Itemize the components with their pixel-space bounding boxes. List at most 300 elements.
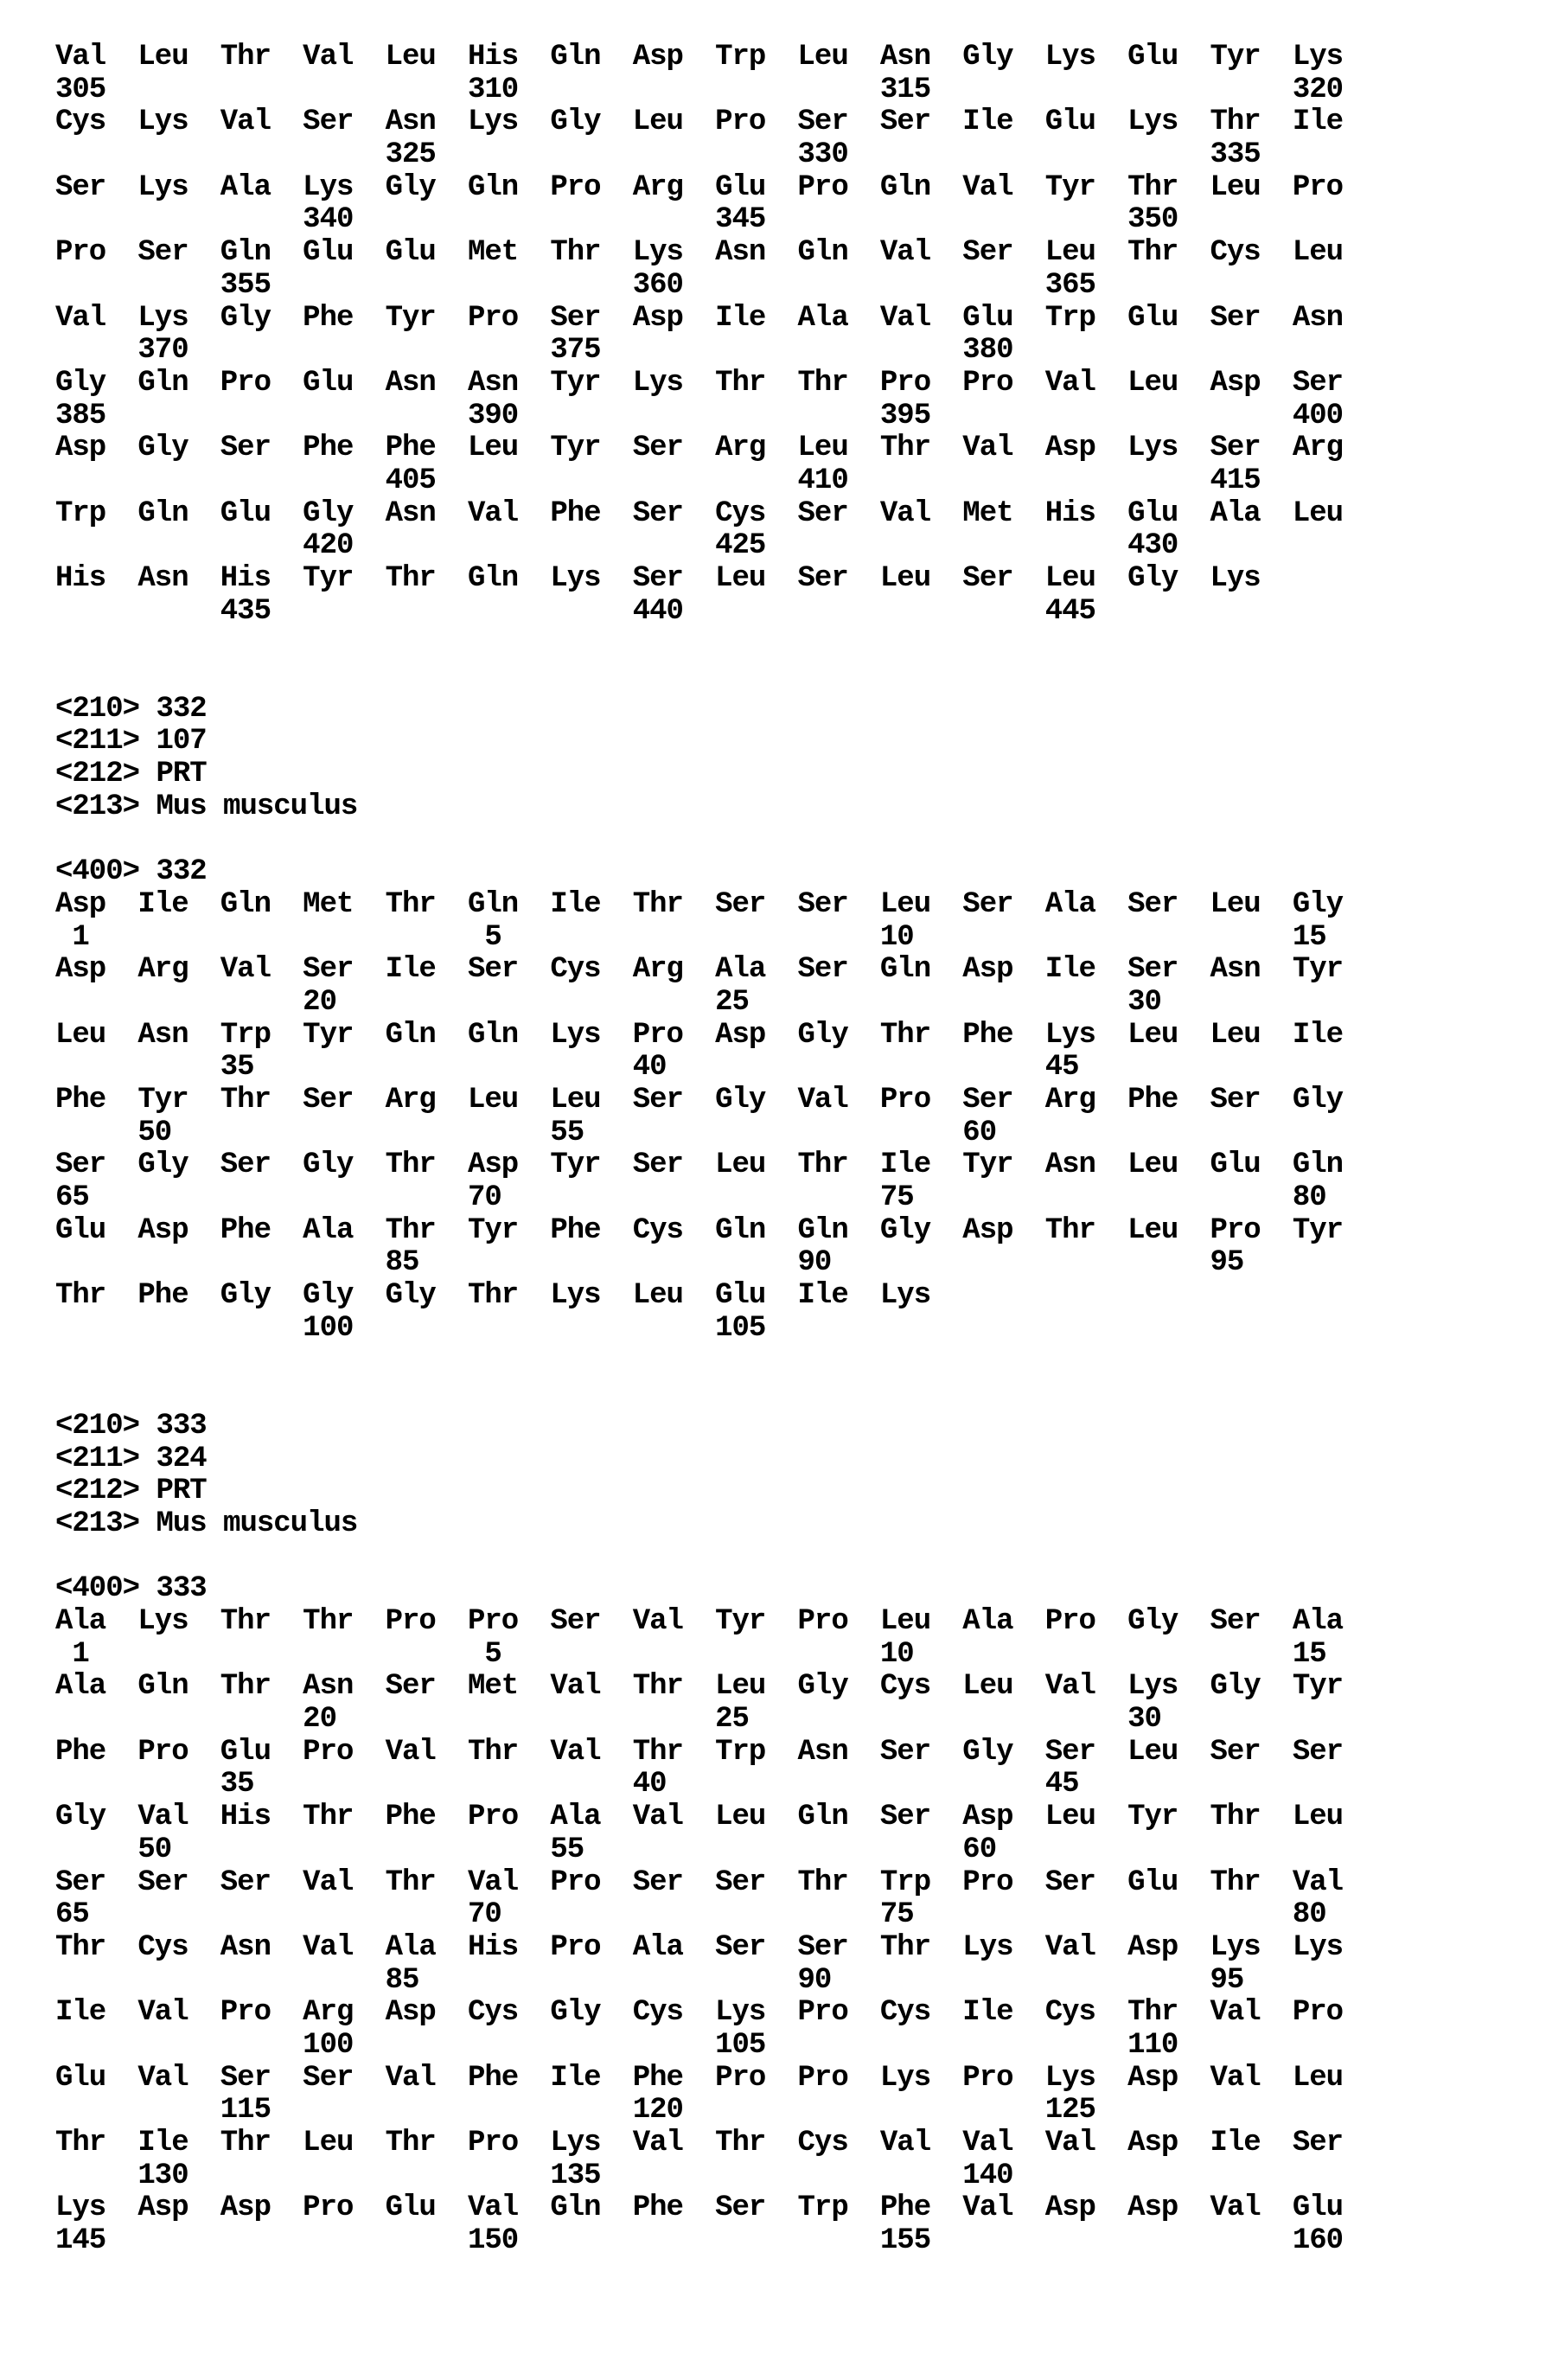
residue: Ser xyxy=(798,889,880,922)
residue-row xyxy=(55,42,1375,74)
residue: Pro xyxy=(715,106,797,139)
residue: Glu xyxy=(1127,303,1210,336)
residue: Leu xyxy=(633,106,715,139)
residue: Val xyxy=(55,303,137,336)
residue: Gly xyxy=(220,1280,303,1313)
residue: Gly xyxy=(715,1084,797,1117)
position-number: 45 xyxy=(1045,1052,1127,1084)
position-number: 85 xyxy=(386,1247,468,1280)
residue: Glu xyxy=(1045,106,1127,139)
residue: Ile xyxy=(1293,1020,1375,1052)
residue: Gln xyxy=(468,1020,550,1052)
position-number: 350 xyxy=(1127,204,1210,237)
residue: Asp xyxy=(962,1801,1044,1834)
residue: Leu xyxy=(1210,172,1292,205)
residue: Gln xyxy=(137,368,220,400)
residue: Val xyxy=(1045,368,1127,400)
residue: Arg xyxy=(1293,432,1375,465)
position-number: 310 xyxy=(468,74,550,107)
position-number: 320 xyxy=(1293,74,1375,107)
residue: Gly xyxy=(55,368,137,400)
residue: Val xyxy=(1045,2127,1127,2160)
position-number: 5 xyxy=(468,922,550,955)
position-number: 305 xyxy=(55,74,137,107)
residue: Arg xyxy=(303,1997,385,2030)
position-number-row xyxy=(55,1182,1375,1215)
residue: Ser xyxy=(962,1084,1044,1117)
residue-row xyxy=(55,1280,1375,1313)
residue: Pro xyxy=(1293,1997,1375,2030)
residue: Val xyxy=(220,954,303,987)
residue: Thr xyxy=(880,1932,962,1965)
spacer xyxy=(55,628,1375,661)
residue: Thr xyxy=(220,2127,303,2160)
residue: Thr xyxy=(633,1737,715,1769)
position-number: 75 xyxy=(880,1899,962,1932)
residue: Asn xyxy=(303,1671,385,1704)
residue: Thr xyxy=(1127,237,1210,270)
residue: Leu xyxy=(1045,563,1127,596)
position-number: 160 xyxy=(1293,2225,1375,2258)
residue: Phe xyxy=(303,303,385,336)
residue-row xyxy=(55,2192,1375,2225)
field-value: Mus musculus xyxy=(156,1507,357,1540)
residue: Leu xyxy=(715,1801,797,1834)
residue: Ser xyxy=(962,563,1044,596)
residue: Asn xyxy=(1045,1149,1127,1182)
residue: Pro xyxy=(880,368,962,400)
residue-row xyxy=(55,303,1375,336)
residue: Leu xyxy=(633,1280,715,1313)
residue: Leu xyxy=(55,1020,137,1052)
residue: Thr xyxy=(303,1801,385,1834)
sequence-tag: <400> xyxy=(55,1572,139,1605)
residue: Gly xyxy=(1127,1606,1210,1639)
residue: Thr xyxy=(715,2127,797,2160)
residue: Lys xyxy=(550,1020,632,1052)
residue: Leu xyxy=(1210,1020,1292,1052)
residue: Tyr xyxy=(137,1084,220,1117)
residue: Asn xyxy=(468,368,550,400)
position-number: 420 xyxy=(303,530,385,563)
position-number: 30 xyxy=(1127,1704,1210,1737)
residue: Val xyxy=(468,1867,550,1900)
residue: Thr xyxy=(1210,1867,1292,1900)
residue: Ile xyxy=(1045,954,1127,987)
position-number: 110 xyxy=(1127,2030,1210,2063)
residue: Tyr xyxy=(550,1149,632,1182)
residue: Asn xyxy=(137,563,220,596)
position-number-row xyxy=(55,1769,1375,1801)
position-number: 385 xyxy=(55,400,137,433)
residue: Asn xyxy=(386,498,468,531)
position-number: 50 xyxy=(137,1117,220,1150)
residue: Glu xyxy=(55,2063,137,2095)
residue: Ser xyxy=(1210,1084,1292,1117)
residue: Ile xyxy=(1293,106,1375,139)
spacer xyxy=(55,824,1375,857)
position-number: 330 xyxy=(798,139,880,172)
residue: Thr xyxy=(715,368,797,400)
header-field xyxy=(55,791,1375,824)
residue: Leu xyxy=(468,432,550,465)
residue: Ile xyxy=(880,1149,962,1182)
residue: Phe xyxy=(55,1737,137,1769)
residue: Ser xyxy=(880,106,962,139)
residue-row xyxy=(55,563,1375,596)
residue: Gln xyxy=(468,889,550,922)
position-number: 115 xyxy=(220,2095,303,2127)
residue: Gly xyxy=(798,1671,880,1704)
residue: Thr xyxy=(303,1606,385,1639)
residue: Pro xyxy=(798,1997,880,2030)
residue: Gly xyxy=(962,1737,1044,1769)
residue: Thr xyxy=(220,42,303,74)
residue: Gly xyxy=(1293,889,1375,922)
residue: Lys xyxy=(1210,1932,1292,1965)
position-number-row xyxy=(55,596,1375,629)
residue: Ser xyxy=(55,1149,137,1182)
residue: Glu xyxy=(386,237,468,270)
residue: Glu xyxy=(303,368,385,400)
residue: His xyxy=(468,1932,550,1965)
residue: Pro xyxy=(962,2063,1044,2095)
residue: Glu xyxy=(715,172,797,205)
residue: Leu xyxy=(1293,1801,1375,1834)
position-number: 35 xyxy=(220,1052,303,1084)
residue: Glu xyxy=(220,1737,303,1769)
residue: Ser xyxy=(880,1801,962,1834)
residue: Ser xyxy=(633,1084,715,1117)
field-tag: <211> xyxy=(55,725,139,758)
position-number: 40 xyxy=(633,1052,715,1084)
sequence-id: 333 xyxy=(156,1572,206,1605)
residue: Met xyxy=(468,237,550,270)
residue: Ser xyxy=(303,106,385,139)
position-number: 15 xyxy=(1293,1639,1375,1672)
position-number: 30 xyxy=(1127,987,1210,1020)
residue: Ala xyxy=(55,1671,137,1704)
position-number: 435 xyxy=(220,596,303,629)
residue: Ser xyxy=(1210,1606,1292,1639)
residue: Gly xyxy=(550,1997,632,2030)
residue: Thr xyxy=(386,1867,468,1900)
residue: Val xyxy=(962,172,1044,205)
field-tag: <211> xyxy=(55,1443,139,1475)
residue: Leu xyxy=(1210,889,1292,922)
residue: Asp xyxy=(137,1215,220,1248)
residue: Ser xyxy=(220,432,303,465)
position-number: 120 xyxy=(633,2095,715,2127)
residue: Asp xyxy=(715,1020,797,1052)
residue: Ser xyxy=(1293,368,1375,400)
residue: Asn xyxy=(386,106,468,139)
residue: Gln xyxy=(880,172,962,205)
position-number: 150 xyxy=(468,2225,550,2258)
sequence-header xyxy=(55,856,1375,889)
residue: Pro xyxy=(798,172,880,205)
residue: Ile xyxy=(798,1280,880,1313)
residue: Asp xyxy=(220,2192,303,2225)
residue: Val xyxy=(633,1606,715,1639)
residue: Pro xyxy=(137,1737,220,1769)
residue: Thr xyxy=(220,1606,303,1639)
residue: Thr xyxy=(1045,1215,1127,1248)
residue: Pro xyxy=(715,2063,797,2095)
residue: Tyr xyxy=(1293,1215,1375,1248)
residue: Lys xyxy=(1045,1020,1127,1052)
position-number-row xyxy=(55,1117,1375,1150)
residue: Ser xyxy=(220,1867,303,1900)
sequence-listing-document xyxy=(55,42,1375,2258)
residue: Ala xyxy=(715,954,797,987)
residue: Thr xyxy=(55,2127,137,2160)
residue: Ser xyxy=(55,172,137,205)
residue: Ser xyxy=(1045,1737,1127,1769)
residue: Ser xyxy=(798,1932,880,1965)
position-number-row xyxy=(55,1313,1375,1346)
residue: Ile xyxy=(137,2127,220,2160)
residue: Trp xyxy=(880,1867,962,1900)
residue: Ser xyxy=(1210,303,1292,336)
residue: Leu xyxy=(1045,237,1127,270)
residue: Gln xyxy=(798,237,880,270)
residue-row xyxy=(55,1671,1375,1704)
position-number: 25 xyxy=(715,987,797,1020)
residue: Gln xyxy=(220,237,303,270)
residue: Gly xyxy=(137,432,220,465)
residue: Thr xyxy=(550,237,632,270)
residue: Leu xyxy=(798,42,880,74)
residue: Ser xyxy=(55,1867,137,1900)
residue: Val xyxy=(962,2127,1044,2160)
residue: Leu xyxy=(1127,1149,1210,1182)
residue: Ser xyxy=(1293,1737,1375,1769)
residue: Ser xyxy=(550,303,632,336)
position-number-row xyxy=(55,139,1375,172)
residue: Glu xyxy=(1293,2192,1375,2225)
residue: Gln xyxy=(798,1215,880,1248)
residue: Lys xyxy=(137,303,220,336)
residue: Arg xyxy=(633,172,715,205)
header-field xyxy=(55,1411,1375,1443)
position-number: 5 xyxy=(468,1639,550,1672)
header-field xyxy=(55,1508,1375,1541)
residue: Val xyxy=(137,1997,220,2030)
residue: Pro xyxy=(550,172,632,205)
residue: Gly xyxy=(962,42,1044,74)
residue-row xyxy=(55,106,1375,139)
residue: Thr xyxy=(55,1932,137,1965)
position-number: 365 xyxy=(1045,270,1127,303)
residue: Ala xyxy=(1293,1606,1375,1639)
residue: Ser xyxy=(1127,889,1210,922)
residue: Ala xyxy=(1045,889,1127,922)
position-number: 90 xyxy=(798,1247,880,1280)
position-number: 425 xyxy=(715,530,797,563)
position-number: 95 xyxy=(1210,1965,1292,1998)
residue: Val xyxy=(220,106,303,139)
residue: Thr xyxy=(1210,1801,1292,1834)
residue-row xyxy=(55,498,1375,531)
position-number: 400 xyxy=(1293,400,1375,433)
residue: Asp xyxy=(1127,2063,1210,2095)
residue: Asn xyxy=(880,42,962,74)
residue-row xyxy=(55,368,1375,400)
residue: Arg xyxy=(386,1084,468,1117)
field-value: 332 xyxy=(156,693,206,726)
spacer xyxy=(55,1346,1375,1379)
residue: Val xyxy=(1293,1867,1375,1900)
sequence-block xyxy=(55,1346,1375,2258)
residue: Cys xyxy=(880,1997,962,2030)
position-number-row xyxy=(55,1899,1375,1932)
position-number: 85 xyxy=(386,1965,468,1998)
residue: Phe xyxy=(386,432,468,465)
residue-row xyxy=(55,1020,1375,1052)
residue: Tyr xyxy=(962,1149,1044,1182)
residue: Lys xyxy=(880,2063,962,2095)
position-number: 75 xyxy=(880,1182,962,1215)
residue: Ser xyxy=(1127,954,1210,987)
position-number: 315 xyxy=(880,74,962,107)
position-number-row xyxy=(55,1965,1375,1998)
residue: Asp xyxy=(1127,1932,1210,1965)
residue-row xyxy=(55,1867,1375,1900)
residue: Val xyxy=(386,2063,468,2095)
residue: Met xyxy=(468,1671,550,1704)
position-number: 355 xyxy=(220,270,303,303)
residue: Cys xyxy=(550,954,632,987)
residue: Thr xyxy=(220,1671,303,1704)
residue-row xyxy=(55,1215,1375,1248)
residue: Gly xyxy=(303,498,385,531)
residue: Ser xyxy=(798,498,880,531)
position-number-row xyxy=(55,1639,1375,1672)
residue: Ala xyxy=(220,172,303,205)
residue: Asn xyxy=(1293,303,1375,336)
residue: Met xyxy=(962,498,1044,531)
position-number-row xyxy=(55,465,1375,498)
residue: Ile xyxy=(962,106,1044,139)
residue: Lys xyxy=(137,106,220,139)
residue: Gln xyxy=(137,1671,220,1704)
residue: Gln xyxy=(880,954,962,987)
residue: Phe xyxy=(633,2063,715,2095)
residue: Leu xyxy=(1127,1020,1210,1052)
residue-row xyxy=(55,1149,1375,1182)
position-number: 60 xyxy=(962,1117,1044,1150)
residue: Val xyxy=(55,42,137,74)
residue: Ser xyxy=(962,237,1044,270)
residue: Leu xyxy=(798,432,880,465)
residue: Phe xyxy=(633,2192,715,2225)
residue: Cys xyxy=(1045,1997,1127,2030)
residue: Asn xyxy=(798,1737,880,1769)
residue: Ile xyxy=(137,889,220,922)
residue: Leu xyxy=(550,1084,632,1117)
residue: Val xyxy=(880,2127,962,2160)
position-number-row xyxy=(55,1704,1375,1737)
residue: Lys xyxy=(1127,1671,1210,1704)
residue: Thr xyxy=(798,368,880,400)
position-number: 1 xyxy=(55,922,137,955)
residue-row xyxy=(55,889,1375,922)
residue: Lys xyxy=(55,2192,137,2225)
residue: Phe xyxy=(303,432,385,465)
residue: Pro xyxy=(303,2192,385,2225)
residue: Ser xyxy=(798,106,880,139)
position-number-row xyxy=(55,1834,1375,1867)
residue: Lys xyxy=(1127,432,1210,465)
residue: Tyr xyxy=(386,303,468,336)
position-number: 15 xyxy=(1293,922,1375,955)
position-number: 130 xyxy=(137,2160,220,2193)
residue-row xyxy=(55,237,1375,270)
residue: Asp xyxy=(1127,2127,1210,2160)
residue: Val xyxy=(798,1084,880,1117)
residue: Tyr xyxy=(1210,42,1292,74)
residue: Gly xyxy=(1293,1084,1375,1117)
position-number: 45 xyxy=(1045,1769,1127,1801)
position-number: 390 xyxy=(468,400,550,433)
residue: Asp xyxy=(1210,368,1292,400)
residue: Lys xyxy=(1293,1932,1375,1965)
residue: Tyr xyxy=(1127,1801,1210,1834)
residue: Phe xyxy=(386,1801,468,1834)
residue: Val xyxy=(550,1671,632,1704)
position-number: 325 xyxy=(386,139,468,172)
position-number: 65 xyxy=(55,1899,137,1932)
residue: Leu xyxy=(715,563,797,596)
residue: Trp xyxy=(1045,303,1127,336)
residue: Trp xyxy=(715,42,797,74)
residue: Pro xyxy=(468,1801,550,1834)
residue: Glu xyxy=(55,1215,137,1248)
residue: Leu xyxy=(715,1671,797,1704)
residue: Pro xyxy=(550,1932,632,1965)
residue: Ser xyxy=(715,1932,797,1965)
residue-row xyxy=(55,1801,1375,1834)
residue: Lys xyxy=(1127,106,1210,139)
residue: Asp xyxy=(137,2192,220,2225)
residue: Ser xyxy=(1045,1867,1127,1900)
residue: Leu xyxy=(1127,1215,1210,1248)
residue: Leu xyxy=(303,2127,385,2160)
residue: Asp xyxy=(962,1215,1044,1248)
residue: Asp xyxy=(962,954,1044,987)
residue: Gly xyxy=(1210,1671,1292,1704)
field-tag: <210> xyxy=(55,693,139,726)
residue: Ser xyxy=(715,889,797,922)
position-number: 80 xyxy=(1293,1899,1375,1932)
residue: Glu xyxy=(1127,1867,1210,1900)
residue: Ile xyxy=(550,2063,632,2095)
residue: Lys xyxy=(137,1606,220,1639)
residue: Pro xyxy=(303,1737,385,1769)
position-number: 70 xyxy=(468,1899,550,1932)
residue: Gln xyxy=(468,172,550,205)
residue-row xyxy=(55,1084,1375,1117)
residue: Ser xyxy=(1210,1737,1292,1769)
spacer xyxy=(55,1541,1375,1574)
residue: Phe xyxy=(1127,1084,1210,1117)
residue: Thr xyxy=(220,1084,303,1117)
residue: Val xyxy=(1210,2192,1292,2225)
residue: Ser xyxy=(633,1149,715,1182)
position-number: 1 xyxy=(55,1639,137,1672)
position-number-row xyxy=(55,2160,1375,2193)
